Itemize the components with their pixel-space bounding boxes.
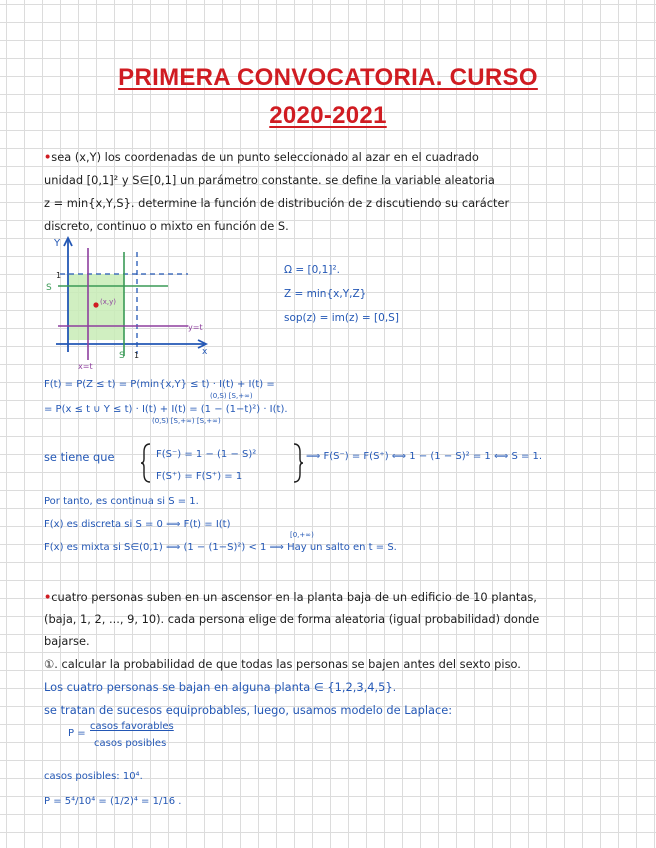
problem1-line-1 <box>44 150 479 164</box>
right-brace-icon <box>292 442 304 484</box>
line-y-t-label: y=t <box>188 323 203 332</box>
problem1-line-3: z = min{x,Y,S}. determine la función de distribución de z discutiendo su carácter <box>44 196 510 210</box>
tick-one-label: 1 <box>56 271 62 280</box>
laplace-p: P = <box>68 728 86 739</box>
page-title-line2: 2020-2021 <box>269 102 387 129</box>
case-conclusion: ⟹ F(S⁻) = F(S⁺) ⟺ 1 − (1 − S)² = 1 ⟺ S = 1. <box>306 451 543 462</box>
note-z-def: Z = min{x,Y,Z} <box>284 288 367 300</box>
note-support: sop(z) = im(z) = [0,S] <box>284 312 399 324</box>
region-graph <box>38 232 228 372</box>
page-title-line1: PRIMERA CONVOCATORIA. CURSO <box>118 64 538 91</box>
problem1-text-1: sea (x,Y) los coordenadas de un punto seleccionado al azar en el cuadrado <box>51 150 479 164</box>
equation-1: F(t) = P(Z ≤ t) = P(min{x,Y} ≤ t) · I(t) + I(t) = <box>44 379 275 390</box>
point-marker <box>93 302 98 307</box>
answer-line-2: se tratan de sucesos equiprobables, luego, usamos modelo de Laplace: <box>44 703 453 717</box>
final-result: P = 5⁴/10⁴ = (1/2)⁴ = 1/16 . <box>44 796 182 807</box>
answer-line-1: Los cuatro personas se bajan en alguna planta ∈ {1,2,3,4,5}. <box>44 680 397 694</box>
laplace-numerator: casos favorables <box>90 721 174 732</box>
conclusion-mixta: F(x) es mixta si S∈(0,1) ⟹ (1 − (1−S)²) < 1 ⟹ Hay un salto en t = S. <box>44 542 397 553</box>
se-tiene-que: se tiene que <box>44 450 115 464</box>
bullet-icon: • <box>44 150 52 164</box>
question-1: ①. calcular la probabilidad de que todas las personas se bajen antes del sexto piso. <box>44 657 521 671</box>
laplace-denominator: casos posibles <box>94 738 167 749</box>
point-label: (x,y) <box>100 298 116 306</box>
tick-s-x-label: S <box>119 351 125 361</box>
problem1-line-2: unidad [0,1]² y S∈[0,1] un parámetro constante. se define la variable aleatoria <box>44 173 495 187</box>
line-x-t-label: x=t <box>78 362 93 371</box>
equation-2-subscripts: (0,S) [S,+∞) [S,+∞) <box>152 417 221 425</box>
bullet-icon: • <box>44 590 52 604</box>
axis-x-label: x <box>202 347 208 357</box>
conclusion-discreta-sub: [0,+∞) <box>290 531 314 539</box>
problem2-line-3: bajarse. <box>44 634 90 648</box>
conclusion-discreta: F(x) es discreta si S = 0 ⟹ F(t) = I(t) <box>44 519 231 530</box>
equation-2: = P(x ≤ t ∪ Y ≤ t) · I(t) + I(t) = (1 − (1−t)²) · I(t). <box>44 404 288 415</box>
axis-y-label: Y <box>54 238 61 249</box>
case-2: F(S⁺) = F(S⁺) = 1 <box>156 471 243 482</box>
note-omega: Ω = [0,1]². <box>284 264 340 276</box>
left-brace-icon <box>140 442 152 484</box>
casos-posibles: casos posibles: 10⁴. <box>44 771 143 782</box>
problem2-line-2: (baja, 1, 2, ..., 9, 10). cada persona elige de forma aleatoria (igual probabilidad) donde <box>44 612 540 626</box>
tick-s-y-label: S <box>46 283 52 293</box>
tick-one-x-label: 1 <box>134 351 140 360</box>
problem2-text-1: cuatro personas suben en un ascensor en la planta baja de un edificio de 10 plantas, <box>51 590 537 604</box>
conclusion-continua: Por tanto, es continua si S = 1. <box>44 496 199 507</box>
case-1: F(S⁻) = 1 − (1 − S)² <box>156 449 257 460</box>
problem1-line-4: discreto, continuo o mixto en función de S. <box>44 219 289 233</box>
problem2-line-1 <box>44 590 537 604</box>
equation-1-subscripts: (0,S) [S,+∞) <box>210 392 253 400</box>
